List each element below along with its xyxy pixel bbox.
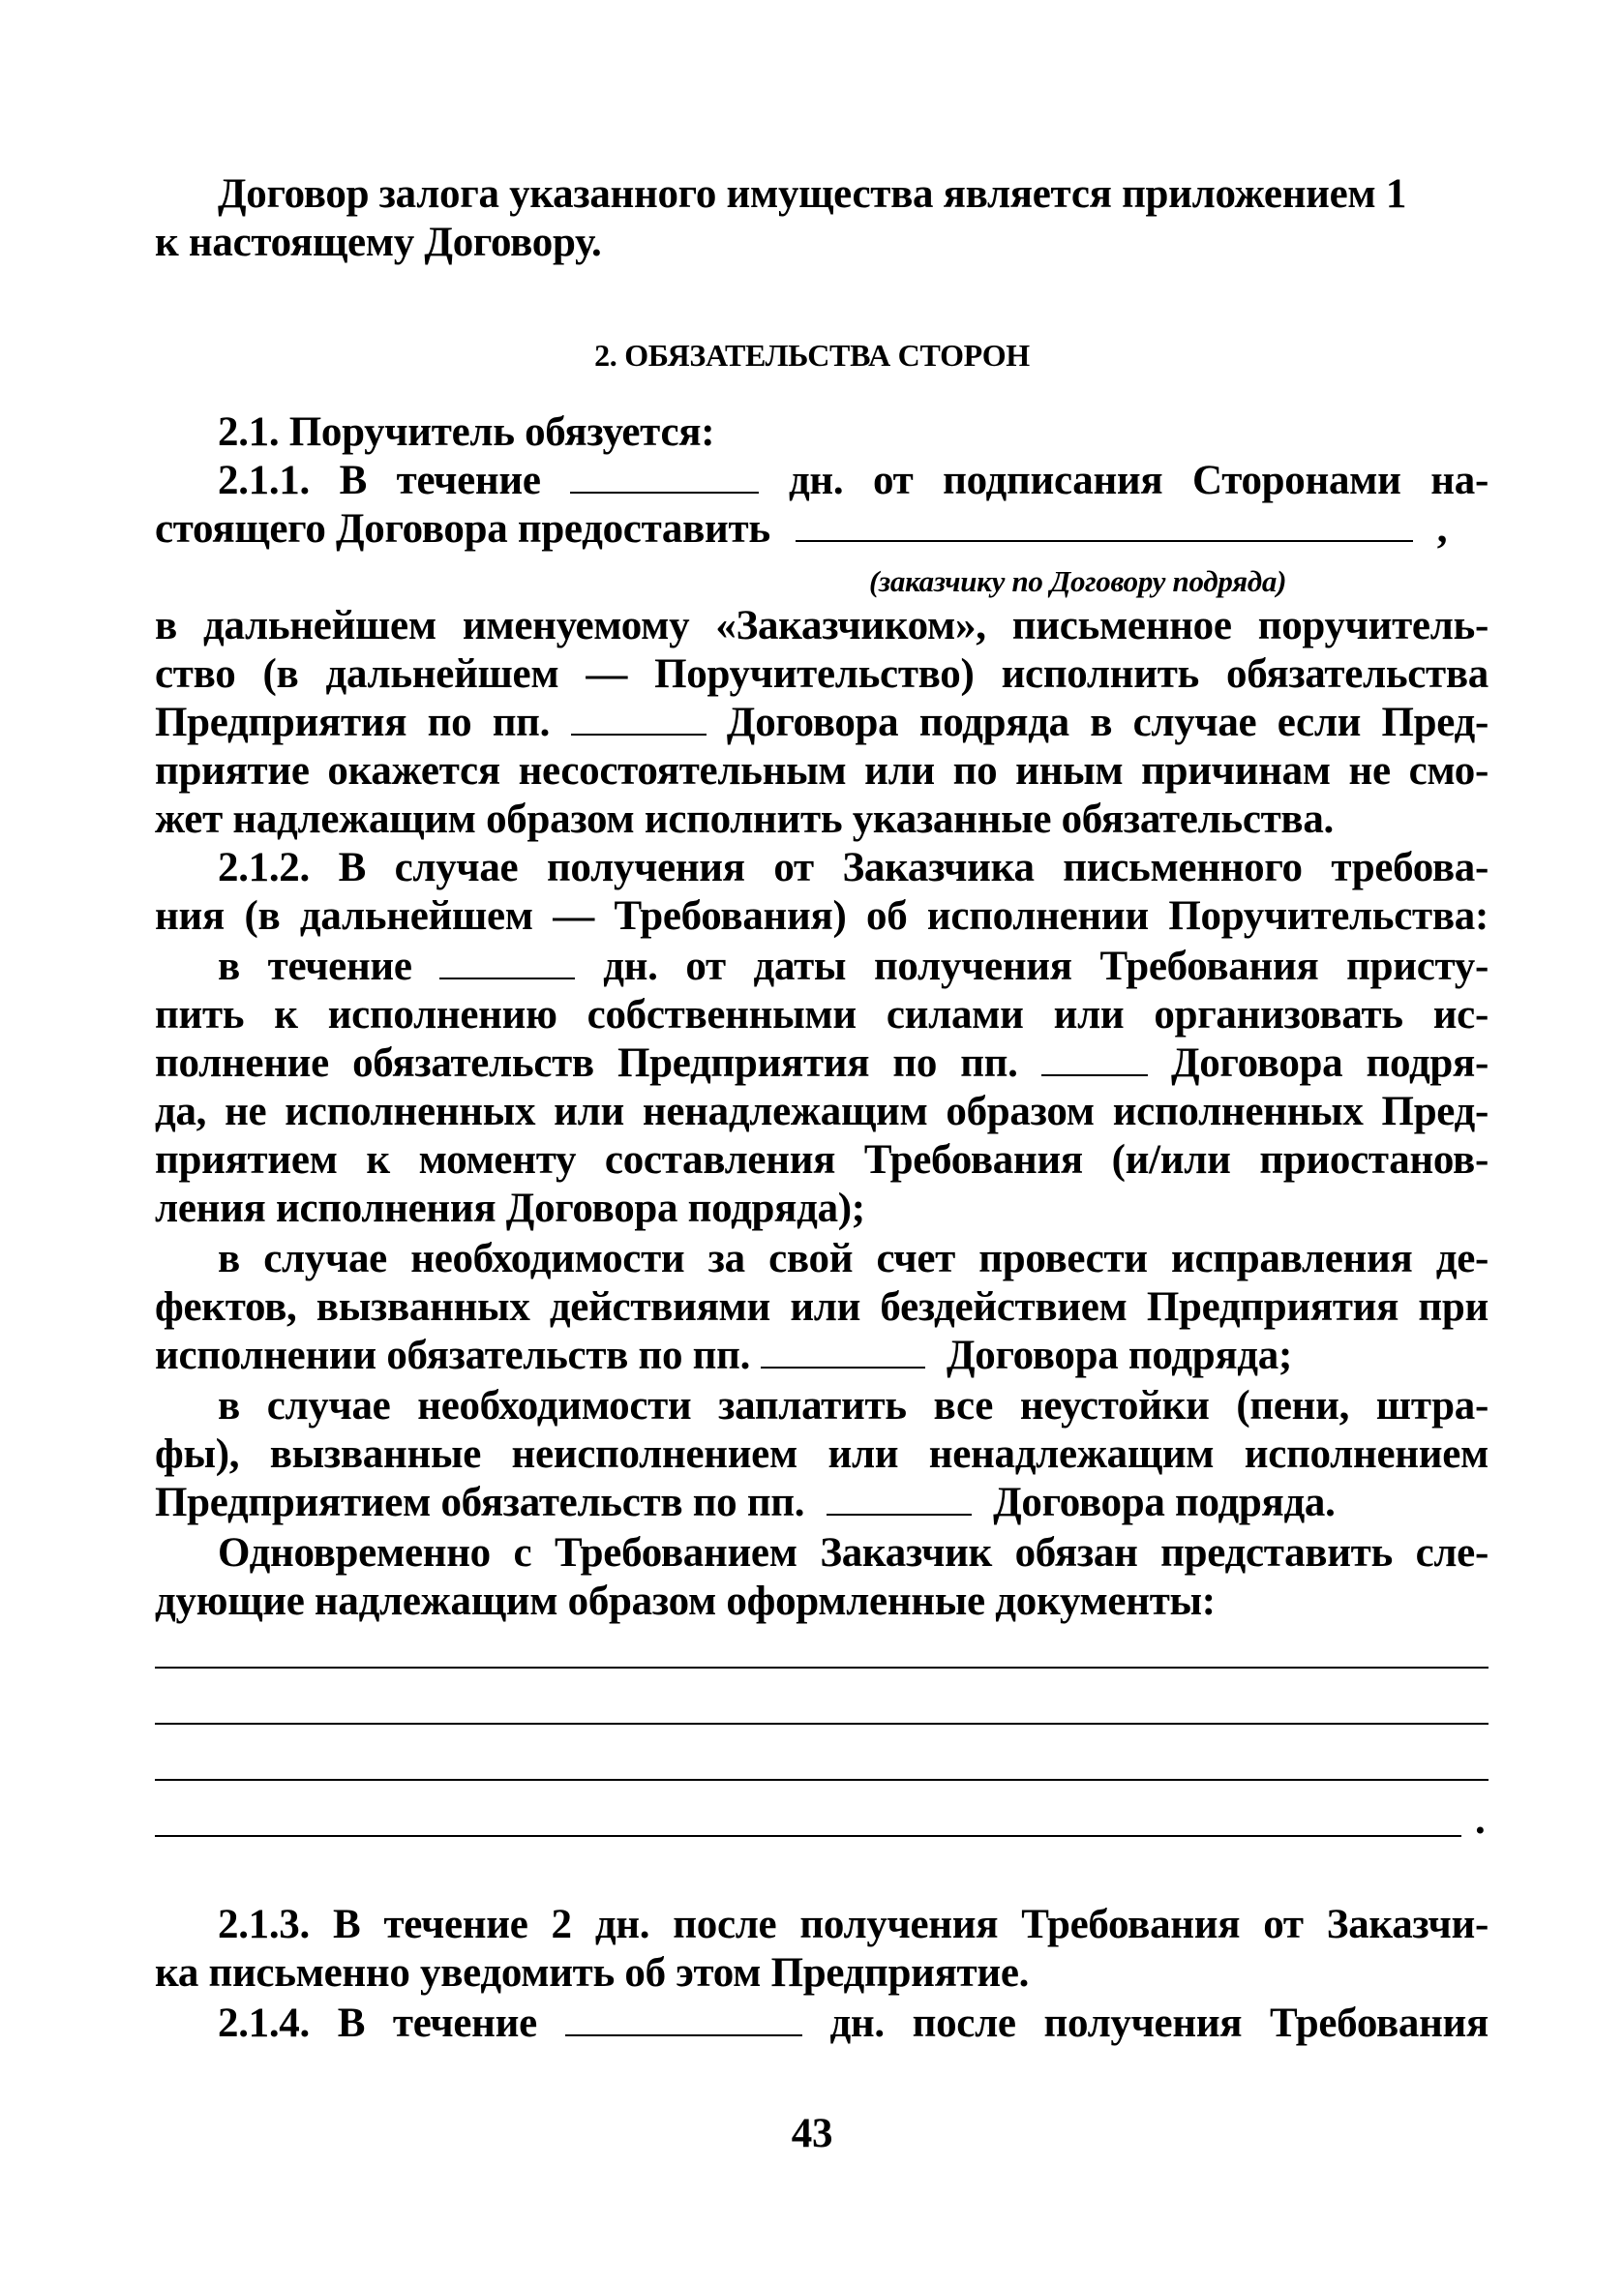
blank-items-field bbox=[571, 703, 707, 736]
blank-document-line bbox=[155, 1779, 1489, 1781]
clause-2-1-2-line-5 bbox=[155, 1039, 1489, 1088]
clause-2-1-3-line-1: 2.1.3. В течение 2 дн. после получения Требования от Заказчи- bbox=[218, 1902, 1489, 1947]
clause-2-1: 2.1. Поручитель обязуется: bbox=[218, 409, 715, 455]
clause-2-1-4-line-1 bbox=[218, 2000, 1489, 2048]
clause-2-1-2-line-16: дующие надлежащим образом оформленные документы: bbox=[155, 1579, 1216, 1624]
clause-2-1-4-start: 2.1.4. В течение bbox=[218, 2001, 537, 2046]
clause-2-1-2-days-text: дн. от даты получения Требования присту- bbox=[603, 944, 1489, 989]
clause-2-1-2-contract-text: Договора подря- bbox=[1170, 1040, 1489, 1086]
clause-2-1-1-end: дн. от подписания Сторонами на- bbox=[788, 458, 1489, 503]
clause-2-1-2-line-10: фектов, вызванных действиями или бездействием Предприятия при bbox=[155, 1284, 1489, 1330]
clause-2-1-1-items-text: Предприятия по пп. bbox=[155, 700, 551, 745]
intro-line-2: к настоящему Договору. bbox=[155, 220, 602, 265]
clause-2-1-2-items-text: полнение обязательств Предприятия по пп. bbox=[155, 1040, 1018, 1086]
clause-2-1-2-line-11 bbox=[155, 1332, 1292, 1380]
clause-2-1-2-line-4: пить к исполнению собственными силами или организовать ис- bbox=[155, 992, 1489, 1038]
clause-2-1-2-line-12: в случае необходимости заплатить все неустойки (пени, штра- bbox=[218, 1383, 1489, 1429]
blank-days-field-2 bbox=[439, 947, 575, 979]
clause-2-1-2-line-6: да, не исполненных или ненадлежащим образом исполненных Пред- bbox=[155, 1089, 1489, 1134]
section-heading: 2. ОБЯЗАТЕЛЬСТВА СТОРОН bbox=[594, 338, 1030, 373]
clause-2-1-1-line-6: приятие окажется несостоятельным или по иным причинам не смо- bbox=[155, 748, 1489, 794]
blank-items-field-2 bbox=[1041, 1043, 1148, 1076]
clause-2-1-1-contract-text: Договора подряда в случае если Пред- bbox=[726, 700, 1489, 745]
clause-2-1-3-line-2: ка письменно уведомить об этом Предприятие. bbox=[155, 1950, 1030, 1996]
blank-customer-field bbox=[796, 509, 1413, 542]
blank-document-line bbox=[155, 1835, 1461, 1837]
blank-days-field bbox=[570, 461, 759, 494]
page-number: 43 bbox=[791, 2111, 833, 2156]
blank-items-field-3 bbox=[761, 1336, 925, 1369]
clause-2-1-2-obligations-text: исполнении обязательств по пп. bbox=[155, 1333, 751, 1378]
blank-caption: (заказчику по Договору подряда) bbox=[869, 564, 1287, 598]
clause-2-1-1-line-2 bbox=[155, 505, 1447, 554]
clause-2-1-2-line-9: в случае необходимости за свой счет провести исправления де- bbox=[218, 1236, 1489, 1281]
intro-line-1: Договор залога указанного имущества является приложением 1 bbox=[218, 171, 1407, 217]
clause-2-1-4-end: дн. после получения Требования bbox=[829, 2001, 1489, 2046]
comma: , bbox=[1436, 506, 1448, 552]
clause-2-1-2-line-15: Одновременно с Требованием Заказчик обязан представить сле- bbox=[218, 1530, 1489, 1576]
clause-2-1-2-line-2: ния (в дальнейшем — Требования) об исполнении Поручительства: bbox=[155, 893, 1489, 939]
clause-2-1-1-line-7: жет надлежащим образом исполнить указанные обязательства. bbox=[155, 797, 1334, 842]
blank-document-line bbox=[155, 1723, 1489, 1725]
clause-2-1-1-provide-text: стоящего Договора предоставить bbox=[155, 506, 770, 552]
clause-2-1-1-line-1 bbox=[155, 457, 1489, 505]
clause-2-1-2-line-13: фы), вызванные неисполнением или ненадлежащим исполнением bbox=[155, 1431, 1489, 1477]
clause-2-1-2-line-14 bbox=[155, 1479, 1336, 1527]
clause-2-1-2-line-1: 2.1.2. В случае получения от Заказчика письменного требова- bbox=[218, 845, 1489, 890]
clause-2-1-2-line-3 bbox=[218, 943, 1489, 991]
clause-2-1-2-contract-text-3: Договора подряда. bbox=[993, 1480, 1336, 1525]
blank-days-field-3 bbox=[565, 2003, 802, 2036]
clause-2-1-2-line-7: приятием к моменту составления Требования (и/или приостанов- bbox=[155, 1137, 1489, 1183]
clause-2-1-1-line-5 bbox=[155, 699, 1489, 747]
blank-items-field-4 bbox=[827, 1483, 972, 1516]
clause-2-1-2-contract-text-2: Договора подряда; bbox=[946, 1333, 1292, 1378]
clause-2-1-2-line-8: ления исполнения Договора подряда); bbox=[155, 1186, 865, 1231]
clause-2-1-1-start: 2.1.1. В течение bbox=[218, 458, 541, 503]
clause-2-1-1-line-3: в дальнейшем именуемому «Заказчиком», письменное поручитель- bbox=[155, 603, 1489, 648]
end-dot: . bbox=[1475, 1797, 1486, 1843]
clause-2-1-2-enterprise-text: Предприятием обязательств по пп. bbox=[155, 1480, 805, 1525]
clause-2-1-1-line-4: ство (в дальнейшем — Поручительство) исполнить обязательства bbox=[155, 651, 1489, 697]
within-text: в течение bbox=[218, 944, 412, 989]
blank-document-line bbox=[155, 1667, 1489, 1669]
